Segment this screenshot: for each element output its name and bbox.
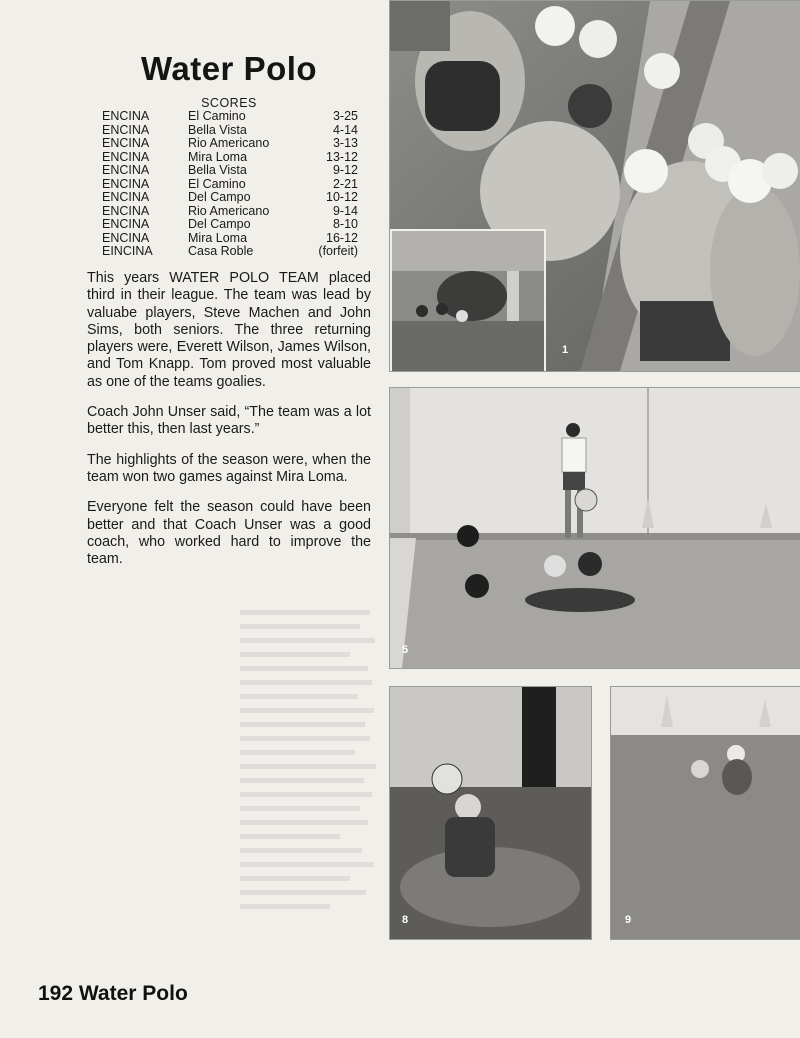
score-team: ENCINA xyxy=(102,176,150,191)
scores-table xyxy=(102,110,358,259)
score-team: ENCINA xyxy=(102,109,150,123)
scores-heading: SCORES xyxy=(201,96,257,110)
score-row xyxy=(102,110,358,124)
score-opponent: Rio Americano xyxy=(188,136,270,150)
score-opponent: Bella Vista xyxy=(188,163,247,177)
score-team: ENCINA xyxy=(102,163,150,177)
score-result: 16-12 xyxy=(326,230,358,245)
photo-number: 1 xyxy=(562,344,569,356)
story-text xyxy=(87,270,371,581)
score-opponent: Del Campo xyxy=(188,190,251,204)
photo-inset-team-pool xyxy=(390,229,546,372)
score-team: EINCINA xyxy=(102,244,153,258)
score-team: ENCINA xyxy=(102,136,150,150)
photo-swimmers xyxy=(610,686,800,940)
score-result: 4-14 xyxy=(332,122,358,137)
score-row xyxy=(102,137,358,151)
score-opponent: Bella Vista xyxy=(188,122,247,137)
score-opponent: Mira Loma xyxy=(188,230,248,245)
score-row xyxy=(102,218,358,232)
score-row xyxy=(102,232,358,246)
score-opponent: Casa Roble xyxy=(188,244,254,258)
page-footer: 192 Water Polo xyxy=(38,982,188,1005)
score-row xyxy=(102,124,358,138)
photo-number: 8 xyxy=(402,914,409,926)
score-result: 9-12 xyxy=(332,163,358,177)
score-team: ENCINA xyxy=(102,122,150,137)
photo-team-huddle xyxy=(389,0,800,372)
score-team: ENCINA xyxy=(102,217,150,231)
bleed-through-texture xyxy=(240,610,380,930)
score-result: 9-14 xyxy=(332,203,358,218)
score-opponent: Del Campo xyxy=(188,217,251,231)
story-paragraph: Everyone felt the season could have been better and that Coach Unser was a good coach, who worked hard to improve the team. xyxy=(87,499,371,568)
score-result: 3-13 xyxy=(332,136,358,150)
score-opponent: Rio Americano xyxy=(188,203,270,218)
score-team: ENCINA xyxy=(102,230,150,245)
photo-pool-coach xyxy=(389,387,800,669)
score-row xyxy=(102,205,358,219)
page-title: Water Polo xyxy=(140,50,318,87)
photo-number: 5 xyxy=(402,644,409,656)
score-result: 3-25 xyxy=(332,109,358,123)
score-opponent: Mira Loma xyxy=(188,149,248,164)
score-team: ENCINA xyxy=(102,203,150,218)
story-paragraph: The highlights of the season were, when the team won two games against Mira Loma. xyxy=(87,451,371,485)
score-row xyxy=(102,191,358,205)
score-team: ENCINA xyxy=(102,190,150,204)
photo-number: 9 xyxy=(625,914,632,926)
score-result: 13-12 xyxy=(326,149,358,164)
score-result: 8-10 xyxy=(332,217,358,231)
score-opponent: El Camino xyxy=(188,176,246,191)
story-paragraph: This years WATER POLO TEAM placed third in their league. The team was lead by valuabe players, Steve Machen and John Sims, both seniors. The three returning players were, Everett Wilson, James Wilson, and Tom Knapp. Tom proved most valuable as one of the teams goalies. xyxy=(87,270,371,390)
score-row xyxy=(102,151,358,165)
score-result: 2-21 xyxy=(332,176,358,191)
score-row xyxy=(102,245,358,259)
story-paragraph: Coach John Unser said, “The team was a lot better this, then last years.” xyxy=(87,404,371,438)
score-result: 10-12 xyxy=(326,190,358,204)
score-team: ENCINA xyxy=(102,149,150,164)
photo-goalie xyxy=(389,686,592,940)
score-opponent: El Camino xyxy=(188,109,246,123)
score-result: (forfeit) xyxy=(318,244,358,258)
score-row xyxy=(102,178,358,192)
score-row xyxy=(102,164,358,178)
